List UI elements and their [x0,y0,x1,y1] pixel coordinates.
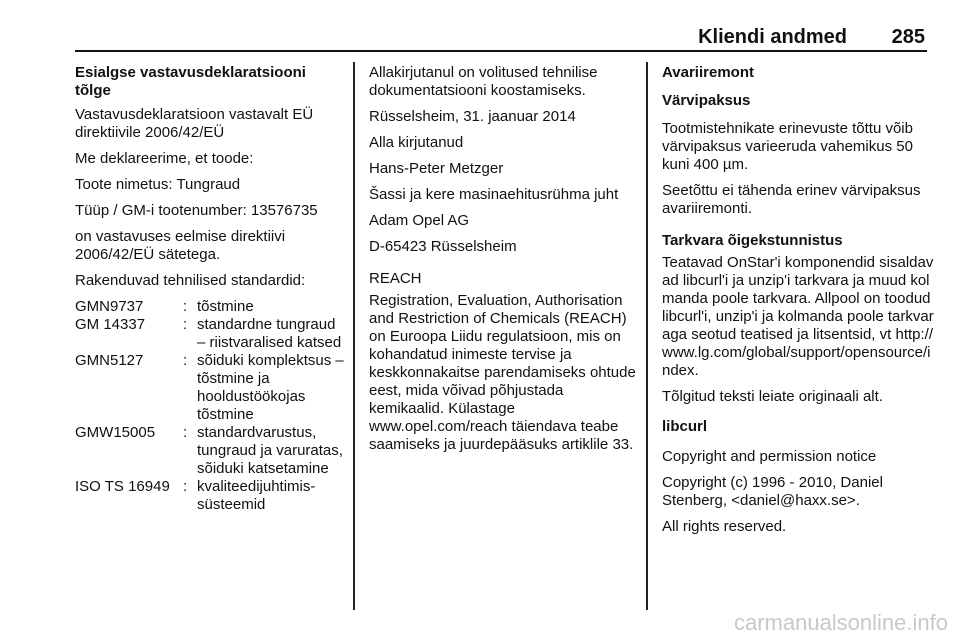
paragraph: Copyright and permission notice [662,448,877,465]
column-divider-2 [646,62,648,610]
standards-table [75,298,345,514]
paragraph: Copyright (c) 1996 - 2010, Daniel Stenberg, <daniel@haxx.se>. [662,474,883,509]
paragraph: Tüüp / GM-i tootenumber: 13576735 [75,202,318,219]
paragraph: Allakirjutanul on volitused tehnilise dokumentatsiooni koostamiseks. [369,64,598,99]
paragraph: D-65423 Rüsselsheim [369,238,517,255]
software-heading: Tarkvara õigekstunnistus [662,232,843,249]
section-title: Kliendi andmed [698,26,847,48]
separator: : [183,424,188,441]
standard-code: GMN9737 [75,298,144,315]
paragraph: Toote nimetus: Tungraud [75,176,241,193]
standard-code: GMW15005 [75,424,156,441]
paragraph: Tõlgitud teksti leiate originaali alt. [662,388,883,405]
standard-desc: standardne tungraud – riistvaralised katsed [197,316,342,351]
paragraph: on vastavuses eelmise direktiivi 2006/42/EÜ sätetega. [75,228,286,263]
table-row [75,352,345,424]
paragraph: Hans-Peter Metzger [369,160,504,177]
varvipaksus-heading: Värvipaksus [662,92,751,109]
libcurl-heading: libcurl [662,418,708,435]
standard-desc: kvaliteedijuhtimis-süsteemid [197,478,316,513]
standard-code: GM 14337 [75,316,146,333]
paragraph: Alla kirjutanud [369,134,464,151]
separator: : [183,478,188,495]
table-row [75,478,345,514]
paragraph: Rüsselsheim, 31. jaanuar 2014 [369,108,576,125]
column-2 [369,64,639,454]
declaration-heading: Esialgse vastavusdeklaratsiooni tõlge [75,64,306,99]
standard-code: GMN5127 [75,352,144,369]
column-divider-1 [353,62,355,610]
paragraph: Seetõttu ei tähenda erinev värvipaksus avariiremonti. [662,182,921,217]
reach-heading: REACH [369,270,422,287]
paragraph: Vastavusdeklaratsioon vastavalt EÜ direktiivile 2006/42/EÜ [75,106,314,141]
table-row [75,316,345,352]
table-row [75,424,345,478]
paragraph: Adam Opel AG [369,212,470,229]
standard-code: ISO TS 16949 [75,478,170,495]
column-3 [662,64,937,536]
watermark: carmanualsonline.info [733,610,948,635]
paragraph: Teatavad OnStar'i komponendid sisaldavad libcurl'i ja unzip'i tarkvara ja muud kolmanda poole tarkvara. Allpool on toodud libcurl'i, unzip'i ja kolmanda poole tarkvaraga seotud teatised ja litsentsid, vt http://www.lg.com/global/support/opensource/index. [662,254,934,379]
paragraph: Rakenduvad tehnilised standardid: [75,272,306,289]
paragraph: All rights reserved. [662,518,787,535]
paragraph: Me deklareerime, et toode: [75,150,254,167]
separator: : [183,298,188,315]
column-1 [75,64,345,514]
standard-desc: sõiduki komplektsus – tõstmine ja hooldustöökojas tõstmine [197,352,344,423]
paragraph: Šassi ja kere masinaehitusrühma juht [369,186,619,203]
avariiremont-heading: Avariiremont [662,64,754,81]
page-number: 285 [891,26,925,48]
standard-desc: standardvarustus, tungraud ja varuratas, sõiduki katsetamine [197,424,343,477]
standard-desc: tõstmine [197,298,254,315]
paragraph: Tootmistehnikate erinevuste tõttu võib värvipaksus varieeruda vahemikus 50 kuni 400 µm. [662,120,913,173]
separator: : [183,316,188,333]
table-row [75,298,345,316]
page-header [75,24,927,52]
reach-paragraph: Registration, Evaluation, Authorisation and Restriction of Chemicals (REACH) on Euroopa Liidu regulatsioon, mis on kohandatud inimeste tervise ja keskkonnakaitse parendamiseks ohtude eest, mida võivad põhjustada kemikaalid. Külastage www.opel.com/reach täiendava teabe saamiseks ja juurdepääsuks artiklile 33. [369,292,636,453]
separator: : [183,352,188,369]
